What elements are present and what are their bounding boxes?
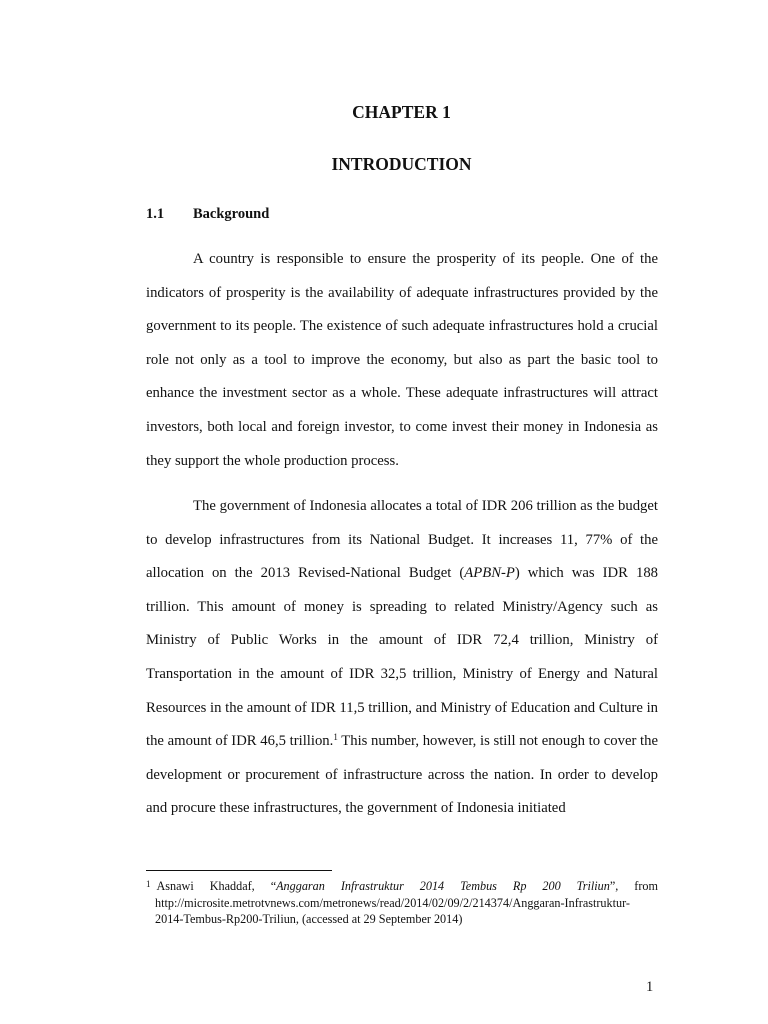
- footnote: [146, 876, 658, 928]
- chapter-title: INTRODUCTION: [331, 154, 472, 174]
- paragraph-2-text-b: ) which was IDR 188 trillion. This amount of money is spreading to related Ministry/Agency such as Ministry of Public Works in the amount of IDR 72,4 trillion, Ministry of Transportation in the amount of IDR 32,5 trillion, Ministry of Energy and Natural Resources in the amount of IDR 11,5 trillion, and Ministry of Education and Culture in the amount of IDR 46,5 trillion.: [146, 565, 659, 750]
- section-heading: [146, 206, 269, 223]
- paragraph-2: [146, 490, 658, 826]
- chapter-label: CHAPTER 1: [352, 102, 451, 122]
- paragraph-2-italic-term: APBN-P: [464, 565, 515, 582]
- footnote-source-url[interactable]: http://microsite.metrotvnews.com/metronews/read/2014/02/09/2/214374/Anggaran-Infrastruktur-2014-Tembus-Rp200-Triliun, (accessed at 29 September 2014): [155, 895, 630, 926]
- paragraph-2-text-a: The government of Indonesia allocates a total of IDR 206 trillion as the budget to develop infrastructures from its National Budget. It increases 11, 77% of the allocation on the 2013 Revised-National Budget (: [146, 498, 658, 582]
- footnote-number: 1: [146, 879, 151, 889]
- paragraph-1: [146, 243, 658, 478]
- paragraph-1-text: A country is responsible to ensure the prosperity of its people. One of the indicators of prosperity is the availability of adequate infrastructures provided by the government to its people. The existence of such adequate infrastructures hold a crucial role not only as a tool to improve the economy, but also as part the basic tool to enhance the investment sector as a whole. These adequate infrastructures will attract investors, both local and foreign investor, to come invest their money in Indonesia as they support the whole production process.: [146, 251, 658, 469]
- footnote-source-title: Anggaran Infrastruktur 2014 Tembus Rp 200 Triliun: [276, 879, 610, 893]
- footnote-first-line: [146, 876, 658, 895]
- footnote-author: Asnawi Khaddaf, “: [156, 879, 277, 893]
- footnote-reference[interactable]: 1: [333, 732, 338, 743]
- paragraph-2-text-c: This number, however, is still not enough to cover the development or procurement of infrastructure across the nation. In order to develop and procure these infrastructures, the government of Indonesia initiated: [146, 733, 658, 817]
- section-number: 1.1: [146, 206, 165, 222]
- footnote-divider: [146, 870, 332, 871]
- section-title: Background: [193, 206, 270, 222]
- page-number: 1: [646, 979, 654, 995]
- footnote-after-title: ”, from: [609, 879, 658, 893]
